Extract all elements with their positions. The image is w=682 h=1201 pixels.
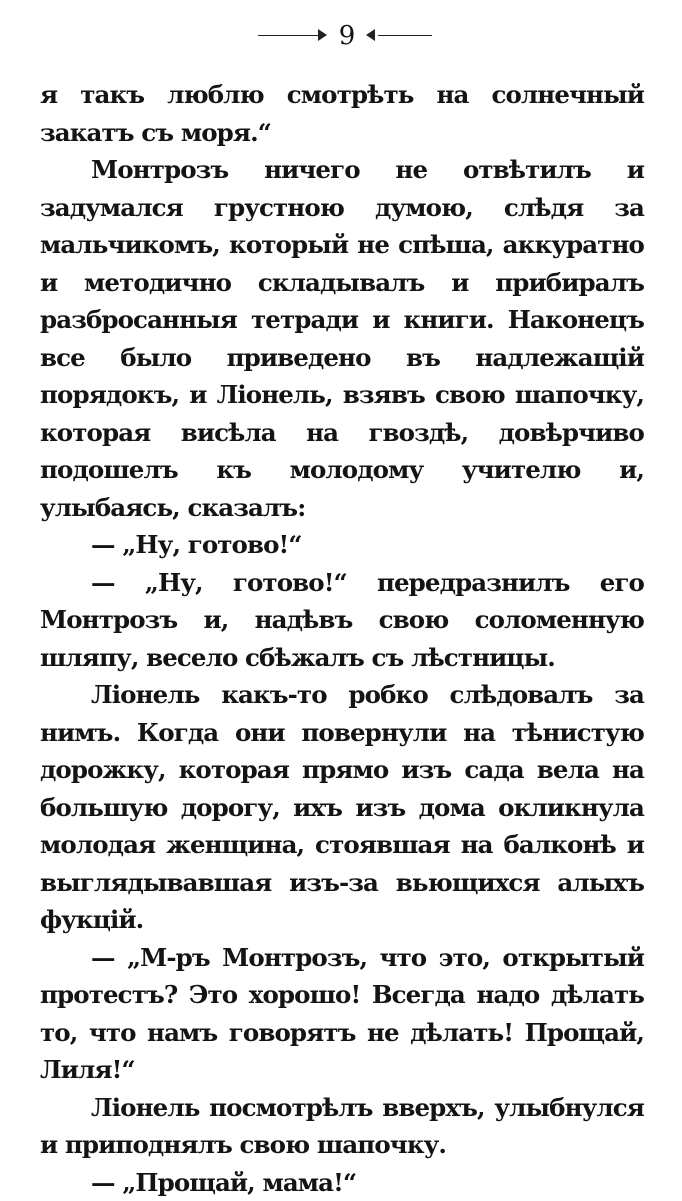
page-number: 9 (332, 22, 362, 50)
page-header (0, 20, 682, 50)
left-ornament-rule (258, 35, 322, 36)
right-ornament-rule (378, 35, 432, 36)
dialogue-line: — „Ну, готово!“ передразнилъ его Монтрозъ и, надѣвъ свою соломенную шляпу, весело сбѣжалъ съ лѣстницы. (40, 564, 644, 677)
paragraph: Ліонель посмотрѣлъ вверхъ, улыбнулся и приподнялъ свою шапочку. (40, 1089, 644, 1164)
dialogue-line: — „Ну, готово!“ (40, 526, 644, 564)
right-ornament-arrow-icon (366, 29, 375, 41)
dialogue-line: — „Прощай, мама!“ (40, 1164, 644, 1201)
dialogue-line: — „М-ръ Монтрозъ, что это, открытый протестъ? Это хорошо! Всегда надо дѣлать то, что намъ говорятъ не дѣлать! Прощай, Лиля!“ (40, 939, 644, 1089)
paragraph: Монтрозъ ничего не отвѣтилъ и задумался грустною думою, слѣдя за мальчикомъ, который не спѣша, аккуратно и методично складывалъ и прибиралъ разбросанныя тетради и книги. Наконецъ все было приведено въ надлежащій порядокъ, и Ліонель, взявъ свою шапочку, которая висѣла на гвоздѣ, довѣрчиво подошелъ къ молодому учителю и, улыбаясь, сказалъ: (40, 151, 644, 526)
paragraph-continuation: я такъ люблю смотрѣть на солнечный закатъ съ моря.“ (40, 76, 644, 151)
paragraph: Ліонель какъ-то робко слѣдовалъ за нимъ. Когда они повернули на тѣнистую дорожку, которая прямо изъ сада вела на большую дорогу, ихъ изъ дома окликнула молодая женщина, стоявшая на балконѣ и выглядывавшая изъ-за вьющихся алыхъ фукцій. (40, 676, 644, 939)
left-ornament-arrow-icon (318, 29, 327, 41)
page-body (40, 76, 644, 1201)
